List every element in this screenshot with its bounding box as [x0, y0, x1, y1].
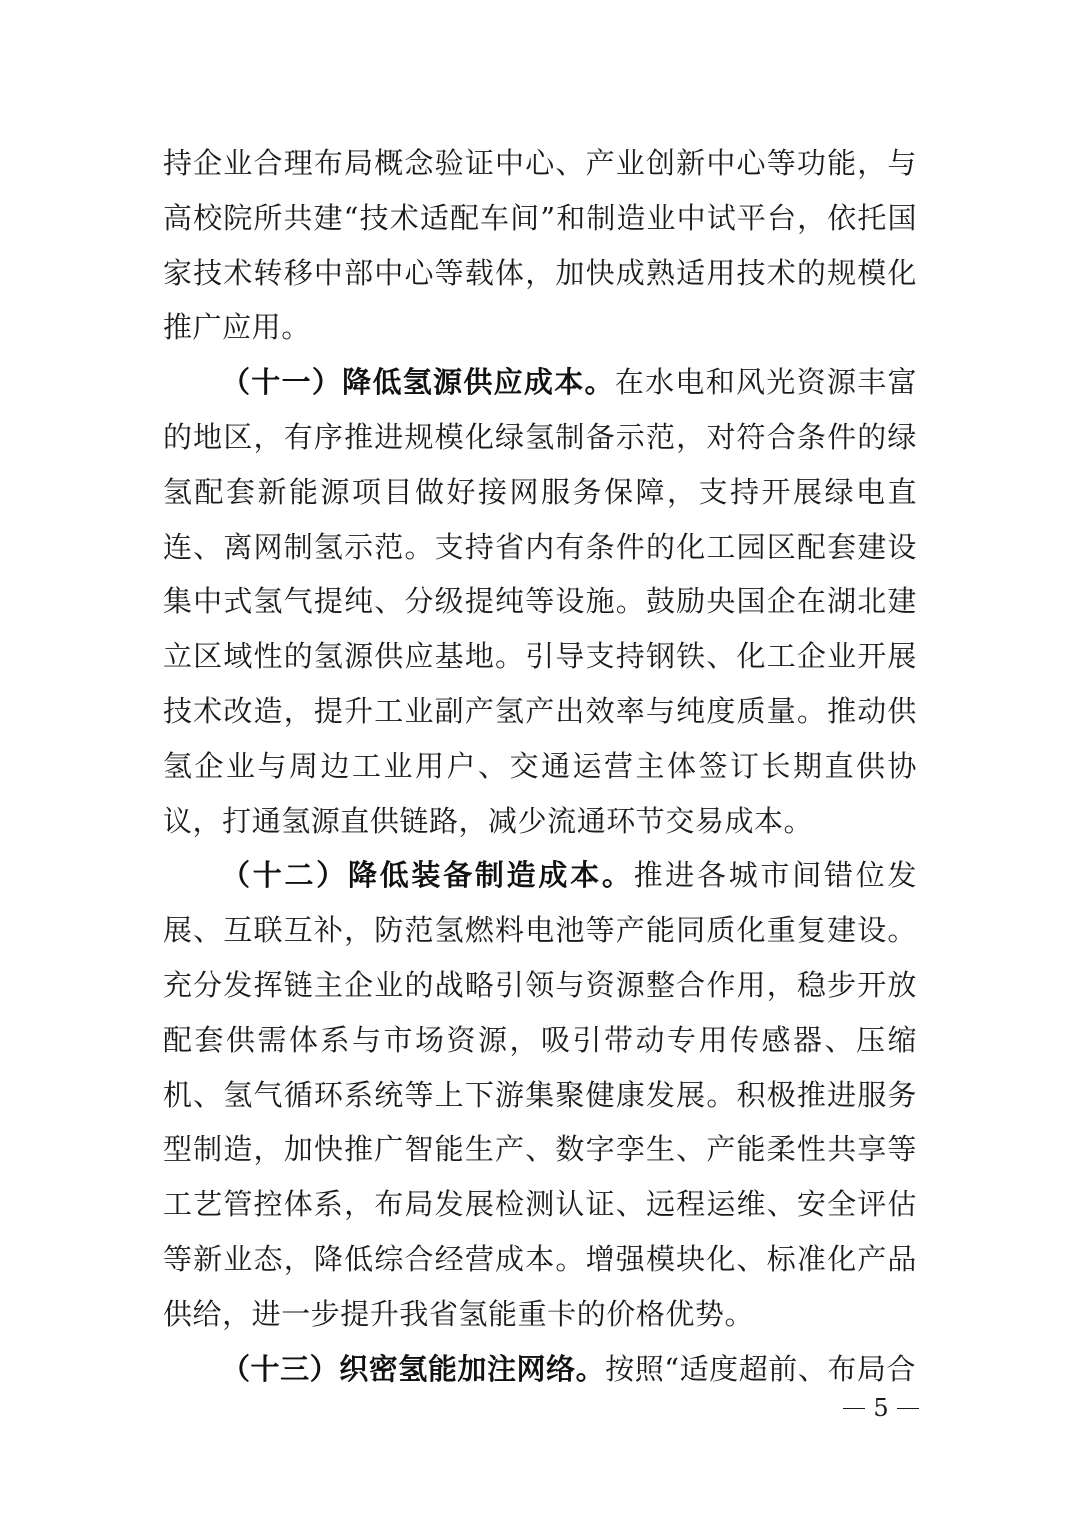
paragraph-section-12 [163, 848, 917, 1341]
paragraph-body: 推进各城市间错位发展、互联互补，防范氢燃料电池等产能同质化重复建设。充分发挥链主企业的战略引领与资源整合作用，稳步开放配套供需体系与市场资源，吸引带动专用传感器、压缩机、氢气循环系统等上下游集聚健康发展。积极推进服务型制造，加快推广智能生产、数字孪生、产能柔性共享等工艺管控体系，布局发展检测认证、远程运维、安全评估等新业态，降低综合经营成本。增强模块化、标准化产品供给，进一步提升我省氢能重卡的价格优势。 [163, 858, 917, 1331]
page-number-dash-right [897, 1408, 919, 1409]
paragraph-body: 在水电和风光资源丰富的地区，有序推进规模化绿氢制备示范，对符合条件的绿氢配套新能源项目做好接网服务保障，支持开展绿电直连、离网制氢示范。支持省内有条件的化工园区配套建设集中式氢气提纯、分级提纯等设施。鼓励央国企在湖北建立区域性的氢源供应基地。引导支持钢铁、化工企业开展技术改造，提升工业副产氢产出效率与纯度质量。推动供氢企业与周边工业用户、交通运营主体签订长期直供协议，打通氢源直供链路，减少流通环节交易成本。 [163, 365, 917, 838]
section-heading: （十一）降低氢源供应成本。 [221, 365, 615, 400]
paragraph-continuation [163, 136, 917, 355]
paragraph-body: 按照“适度超前、布局合 [605, 1351, 917, 1386]
section-heading: （十二）降低装备制造成本。 [221, 858, 634, 893]
body-text [163, 136, 917, 1396]
paragraph-section-13 [163, 1342, 917, 1397]
paragraph-body: 持企业合理布局概念验证中心、产业创新中心等功能，与高校院所共建“技术适配车间”和制造业中试平台，依托国家技术转移中部中心等载体，加快成熟适用技术的规模化推广应用。 [163, 146, 917, 345]
page-number [838, 1394, 924, 1422]
page-number-value: 5 [873, 1394, 889, 1422]
paragraph-section-11 [163, 355, 917, 848]
page-number-dash-left [843, 1408, 865, 1409]
section-heading: （十三）织密氢能加注网络。 [221, 1351, 606, 1386]
